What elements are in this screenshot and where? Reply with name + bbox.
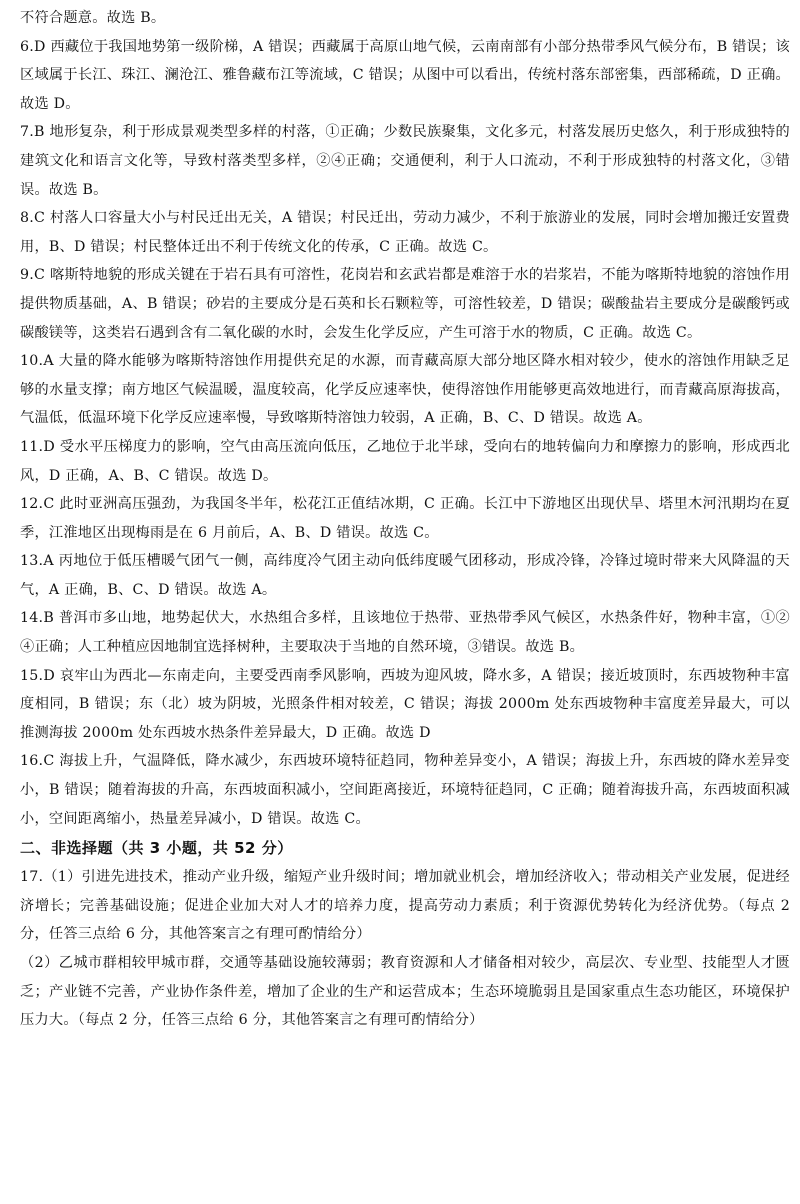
answer-10: 10.A 大量的降水能够为喀斯特溶蚀作用提供充足的水源，而青藏高原大部分地区降水相对较少，使水的溶蚀作用缺乏足够的水量支撑；南方地区气候温暖，温度较高，化学反应速率快，使得溶蚀作用能够更高效地进行，而青藏高原海拔高，气温低，低温环境下化学反应速率慢，导致喀斯特溶蚀力较弱，A 正确，B、C、D 错误。故选 A。 [20,353,790,427]
answer-9: 9.C 喀斯特地貌的形成关键在于岩石具有可溶性，花岗岩和玄武岩都是难溶于水的岩浆岩，不能为喀斯特地貌的溶蚀作用提供物质基础，A、B 错误；砂岩的主要成分是石英和长石颗粒等，可溶性较差，D 错误；碳酸盐岩主要成分是碳酸钙或碳酸镁等，这类岩石遇到含有二氧化碳的水时，会发生化学反应，产生可溶于水的物质，C 正确。故选 C。 [20,267,790,341]
answer-14: 14.B 普洱市多山地，地势起伏大，水热组合多样，且该地位于热带、亚热带季风气候区，水热条件好，物种丰富，①②④正确；人工种植应因地制宜选择树种，主要取决于当地的自然环境，③错误。故选 B。 [20,610,790,656]
answer-12: 12.C 此时亚洲高压强劲，为我国冬半年，松花江正值结冰期，C 正确。长江中下游地区出现伏旱、塔里木河汛期均在夏季，江淮地区出现梅雨是在 6 月前后，A、B、D 错误。故选 C。 [20,496,791,541]
answer-15: 15.D 哀牢山为西北—东南走向，主要受西南季风影响，西坡为迎风坡，降水多，A 错误；接近坡顶时，东西坡物种丰富度相同，B 错误；东（北）坡为阴坡，光照条件相对较差，C 错误；海拔 2000m 处东西坡物种丰富度差异最大，可以推测海拔 2000m 处东西坡水热条件差异最大，D 正确。故选 D [20,667,790,741]
answer-17-part-2: （2）乙城市群相较甲城市群，交通等基础设施较薄弱；教育资源和人才储备相对较少，高层次、专业型、技能型人才匮乏；产业链不完善，产业协作条件差，增加了企业的生产和运营成本；生态环境脆弱且是国家重点生态功能区，环境保护压力大。（每点 2 分，任答三点给 6 分，其他答案言之有理可酌情给分） [20,955,790,1029]
answer-6: 6.D 西藏位于我国地势第一级阶梯，A 错误；西藏属于高原山地气候，云南南部有小部分热带季风气候分布，B 错误；该区域属于长江、珠江、澜沧江、雅鲁藏布江等流域，C 错误；从图中可以看出，传统村落东部密集，西部稀疏，D 正确。故选 D。 [20,38,790,112]
answer-7: 7.B 地形复杂，利于形成景观类型多样的村落，①正确；少数民族聚集，文化多元，村落发展历史悠久，利于形成独特的建筑文化和语言文化等，导致村落类型多样，②④正确；交通便利，利于人口流动，不利于形成独特的村落文化，③错误。故选 B。 [20,124,790,198]
answer-11: 11.D 受水平压梯度力的影响，空气由高压流向低压，乙地位于北半球，受向右的地转偏向力和摩擦力的影响，形成西北风，D 正确，A、B、C 错误。故选 D。 [20,438,790,484]
answer-16: 16.C 海拔上升，气温降低，降水减少，东西坡环境特征趋同，物种差异变小，A 错误；海拔上升，东西坡的降水差异变小，B 错误；随着海拔的升高，东西坡面积减小，空间距离接近，环境特征趋同，C 正确；随着海拔升高，东西坡面积减小，空间距离缩小，热量差异减小，D 错误。故选 C。 [20,753,790,827]
answer-key-page [20,4,790,1035]
answer-13: 13.A 丙地位于低压槽暖气团气一侧，高纬度冷气团主动向低纬度暖气团移动，形成冷锋，冷锋过境时带来大风降温的天气，A 正确，B、C、D 错误。故选 A。 [20,553,790,598]
section-heading: 二、非选择题（共 3 小题，共 52 分） [20,839,293,858]
answer-8: 8.C 村落人口容量大小与村民迁出无关，A 错误；村民迁出，劳动力减少，不利于旅游业的发展，同时会增加搬迁安置费用，B、D 错误；村民整体迁出不利于传统文化的传承，C 正确。故选 C。 [20,210,790,255]
answer-5-tail: 不符合题意。故选 B。 [20,10,166,26]
answer-17-part-1: 17.（1）引进先进技术，推动产业升级，缩短产业升级时间；增加就业机会，增加经济收入；带动相关产业发展，促进经济增长；完善基础设施；促进企业加大对人才的培养力度，提高劳动力素质；利于资源优势转化为经济优势。（每点 2 分，任答三点给 6 分，其他答案言之有理可酌情给分） [20,869,790,943]
